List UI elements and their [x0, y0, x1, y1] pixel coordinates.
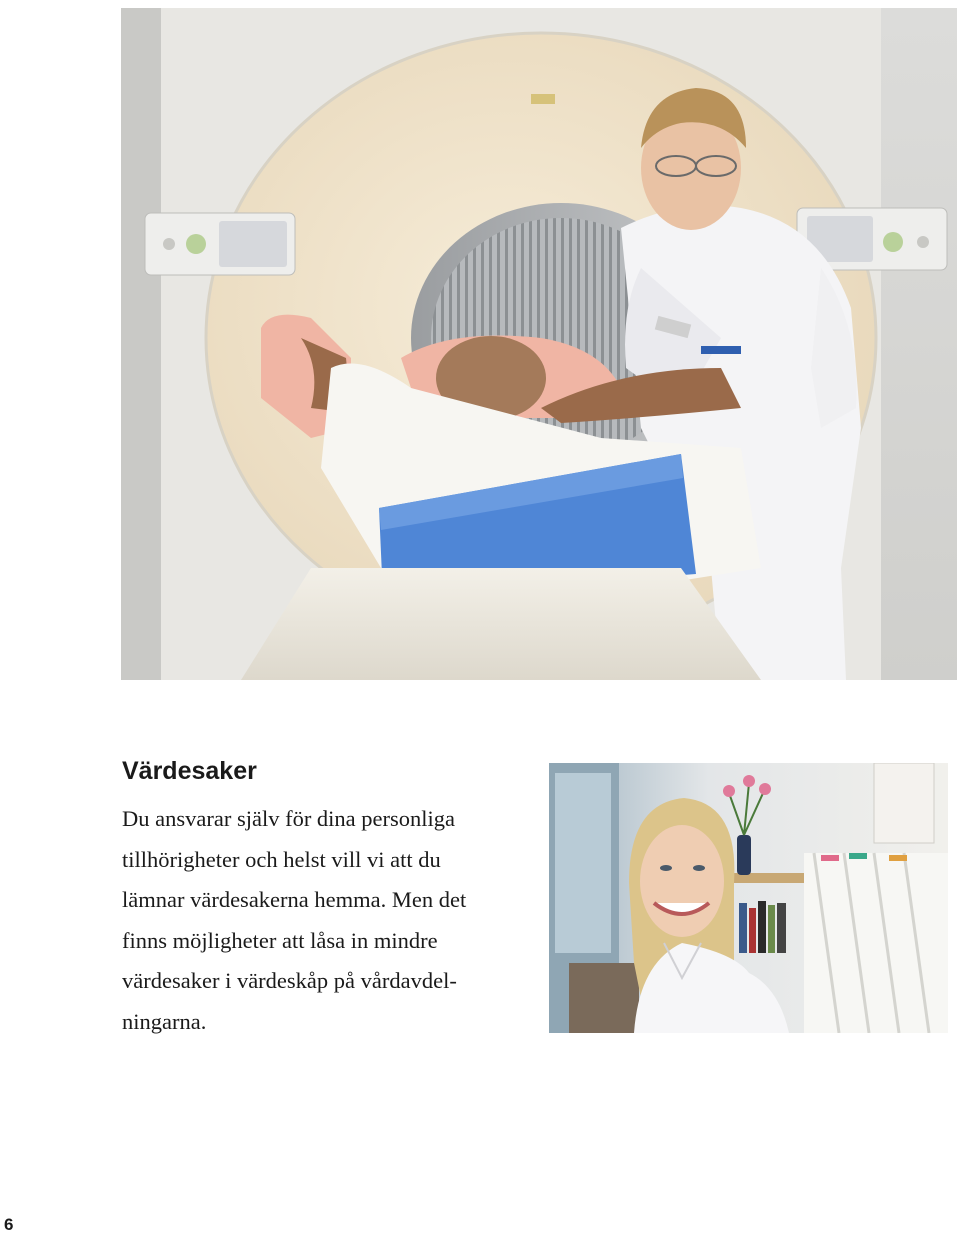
- section-heading: Värdesaker: [122, 757, 257, 785]
- photo-ct-scanner: [121, 8, 957, 680]
- body-line: lämnar värdesakerna hemma. Men det: [122, 887, 467, 913]
- body-line: ningarna.: [122, 1008, 207, 1034]
- body-line: tillhörigheter och helst vill vi att du: [122, 846, 441, 872]
- body-line: finns möjligheter att låsa in mindre: [122, 927, 438, 953]
- page-number: 6: [4, 1215, 14, 1234]
- body-line: värdesaker i värdeskåp på vårdavdel-: [122, 968, 457, 994]
- body-paragraph: [122, 799, 532, 1043]
- photo-nurse-portrait: [549, 763, 948, 1033]
- body-line: Du ansvarar själv för dina personliga: [122, 806, 456, 831]
